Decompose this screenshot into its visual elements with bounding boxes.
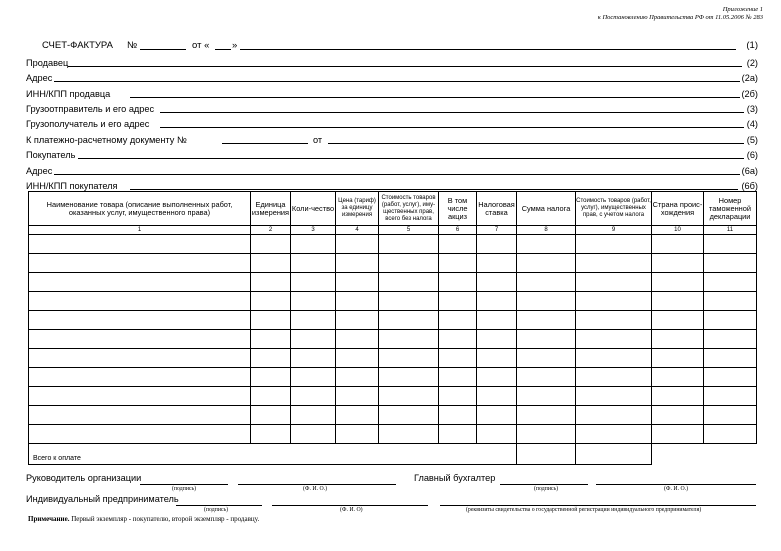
- table-cell[interactable]: [29, 349, 251, 368]
- column-number: 10: [652, 226, 704, 235]
- table-cell[interactable]: [517, 273, 576, 292]
- chief-signature-caption: (подпись): [534, 486, 559, 492]
- table-cell[interactable]: [291, 292, 336, 311]
- table-cell[interactable]: [439, 387, 477, 406]
- field-code: (1): [746, 40, 758, 51]
- table-cell[interactable]: [439, 235, 477, 254]
- table-cell[interactable]: [291, 387, 336, 406]
- table-cell[interactable]: [704, 368, 757, 387]
- field-code: (4): [746, 119, 758, 129]
- table-cell[interactable]: [251, 254, 291, 273]
- chief-signature-line[interactable]: [500, 484, 588, 485]
- chief-accountant-label: Главный бухгалтер: [414, 473, 496, 483]
- field-code: (2): [746, 58, 758, 68]
- entrepreneur-signature-line[interactable]: [176, 505, 262, 506]
- column-header-product: Наименование товара (описание выполненных работ, оказанных услуг, имущественного права): [29, 192, 251, 226]
- column-number: 11: [704, 226, 757, 235]
- table-cell[interactable]: [29, 273, 251, 292]
- table-cell[interactable]: [379, 387, 439, 406]
- column-number: 4: [336, 226, 379, 235]
- table-cell[interactable]: [336, 349, 379, 368]
- seller-input[interactable]: [68, 66, 742, 67]
- table-cell[interactable]: [439, 425, 477, 444]
- table-cell[interactable]: [517, 254, 576, 273]
- table-cell[interactable]: [29, 311, 251, 330]
- column-numbers-row: [29, 226, 757, 235]
- column-number: 5: [379, 226, 439, 235]
- table-cell[interactable]: [291, 273, 336, 292]
- seller-address-field: [26, 72, 758, 84]
- table-cell[interactable]: [336, 368, 379, 387]
- field-code: (2а): [741, 73, 758, 83]
- total-label: Всего к оплате: [29, 444, 517, 465]
- table-cell[interactable]: [576, 406, 652, 425]
- table-cell[interactable]: [517, 368, 576, 387]
- table-cell[interactable]: [652, 406, 704, 425]
- table-row: [29, 330, 757, 349]
- goods-table: [28, 191, 757, 465]
- column-header-unit: Единица измерения: [251, 192, 291, 226]
- column-header-excise: В том числе акциз: [439, 192, 477, 226]
- table-cell[interactable]: [379, 311, 439, 330]
- table-cell[interactable]: [439, 273, 477, 292]
- table-cell[interactable]: [251, 292, 291, 311]
- seller-field: [26, 57, 758, 69]
- table-cell[interactable]: [652, 273, 704, 292]
- table-cell[interactable]: [336, 387, 379, 406]
- table-cell[interactable]: [517, 292, 576, 311]
- total-tax-amount-cell[interactable]: [517, 444, 576, 465]
- table-cell[interactable]: [291, 254, 336, 273]
- seller-inn-field: [26, 88, 758, 100]
- table-cell[interactable]: [29, 406, 251, 425]
- table-cell[interactable]: [652, 368, 704, 387]
- table-cell[interactable]: [379, 425, 439, 444]
- table-cell[interactable]: [517, 425, 576, 444]
- entrepreneur-fio-caption: (Ф. И. О): [340, 507, 363, 513]
- table-cell[interactable]: [379, 368, 439, 387]
- total-row: [29, 444, 757, 465]
- table-cell[interactable]: [439, 330, 477, 349]
- column-header-customs-declaration: Номер таможенной декларации: [704, 192, 757, 226]
- entrepreneur-signature-caption: (подпись): [204, 507, 229, 513]
- column-header-quantity: Коли-чество: [291, 192, 336, 226]
- number-sign: №: [127, 40, 138, 51]
- shipper-input[interactable]: [160, 112, 744, 113]
- table-cell[interactable]: [477, 235, 517, 254]
- table-cell[interactable]: [336, 235, 379, 254]
- column-header-tax-rate: Налоговая ставка: [477, 192, 517, 226]
- table-cell[interactable]: [517, 311, 576, 330]
- column-number: 9: [576, 226, 652, 235]
- buyer-field: [26, 149, 758, 161]
- table-cell[interactable]: [379, 235, 439, 254]
- table-cell[interactable]: [704, 406, 757, 425]
- appendix-line1: Приложение 1: [722, 6, 763, 13]
- footnote-text: Первый экземпляр - покупателю, второй экземпляр - продавцу.: [69, 515, 260, 523]
- table-cell[interactable]: [251, 273, 291, 292]
- head-label: Руководитель организации: [26, 473, 142, 483]
- payment-document-date-input[interactable]: [328, 143, 744, 144]
- consignee-input[interactable]: [160, 127, 744, 128]
- table-cell[interactable]: [576, 425, 652, 444]
- table-cell[interactable]: [29, 235, 251, 254]
- table-cell[interactable]: [439, 254, 477, 273]
- table-cell[interactable]: [251, 406, 291, 425]
- column-header-tax-amount: Сумма налога: [517, 192, 576, 226]
- table-cell[interactable]: [29, 425, 251, 444]
- head-fio-line[interactable]: [238, 484, 396, 485]
- table-cell[interactable]: [439, 368, 477, 387]
- field-code: (6): [746, 150, 758, 160]
- table-cell[interactable]: [477, 387, 517, 406]
- table-row: [29, 254, 757, 273]
- table-cell[interactable]: [517, 349, 576, 368]
- table-cell[interactable]: [517, 235, 576, 254]
- table-cell[interactable]: [291, 406, 336, 425]
- buyer-address-field: [26, 165, 758, 177]
- column-header-cost-without-tax: Стоимость товаров (работ, услуг), иму-щественных прав, всего без налога: [379, 192, 439, 226]
- seller-inn-input[interactable]: [130, 97, 740, 98]
- table-cell[interactable]: [251, 330, 291, 349]
- field-label: Продавец: [26, 58, 69, 68]
- field-code: (6а): [741, 166, 758, 176]
- table-cell[interactable]: [704, 349, 757, 368]
- table-cell[interactable]: [652, 387, 704, 406]
- empty-cell: [652, 444, 757, 465]
- payment-document-field: [26, 134, 758, 146]
- appendix-line2: к Постановлению Правительства РФ от 11.05.2006 № 283: [597, 14, 763, 21]
- table-cell[interactable]: [576, 330, 652, 349]
- table-cell[interactable]: [291, 425, 336, 444]
- chief-fio-caption: (Ф. И. О.): [664, 486, 689, 492]
- table-row: [29, 406, 757, 425]
- table-cell[interactable]: [576, 387, 652, 406]
- table-cell[interactable]: [439, 349, 477, 368]
- table-cell[interactable]: [291, 349, 336, 368]
- table-cell[interactable]: [379, 292, 439, 311]
- table-cell[interactable]: [251, 235, 291, 254]
- field-code: (2б): [741, 89, 758, 99]
- field-label: Адрес: [26, 73, 53, 83]
- table-cell[interactable]: [517, 406, 576, 425]
- invoice-title-row: [42, 40, 758, 52]
- table-cell[interactable]: [576, 311, 652, 330]
- field-code: (3): [746, 104, 758, 114]
- table-cell[interactable]: [576, 368, 652, 387]
- field-code: (5): [746, 135, 758, 145]
- table-cell[interactable]: [652, 425, 704, 444]
- table-cell[interactable]: [336, 330, 379, 349]
- table-cell[interactable]: [29, 254, 251, 273]
- table-row: [29, 349, 757, 368]
- table-cell[interactable]: [336, 273, 379, 292]
- column-header-cost-with-tax: Стоимость товаров (работ, услуг), имущественных прав, с учетом налога: [576, 192, 652, 226]
- table-cell[interactable]: [336, 254, 379, 273]
- table-cell[interactable]: [576, 254, 652, 273]
- column-number: 6: [439, 226, 477, 235]
- table-cell[interactable]: [29, 387, 251, 406]
- table-cell[interactable]: [439, 311, 477, 330]
- entrepreneur-certificate-caption: (реквизиты свидетельства о государственной регистрации индивидуального предпринимателя): [466, 507, 702, 513]
- footnote-title: Примечание.: [28, 515, 70, 523]
- payment-document-from-label: от: [313, 135, 323, 145]
- field-label: К платежно-расчетному документу №: [26, 135, 187, 145]
- table-cell[interactable]: [652, 254, 704, 273]
- table-cell[interactable]: [477, 254, 517, 273]
- table-cell[interactable]: [29, 368, 251, 387]
- table-cell[interactable]: [291, 330, 336, 349]
- table-cell[interactable]: [251, 311, 291, 330]
- table-cell[interactable]: [336, 311, 379, 330]
- table-cell[interactable]: [652, 311, 704, 330]
- table-cell[interactable]: [704, 311, 757, 330]
- field-label: Грузополучатель и его адрес: [26, 119, 150, 129]
- table-row: [29, 311, 757, 330]
- field-label: Грузоотправитель и его адрес: [26, 104, 155, 114]
- column-header-country: Страна проис-хождения: [652, 192, 704, 226]
- date-quote-close: »: [232, 40, 238, 51]
- table-cell[interactable]: [704, 254, 757, 273]
- table-cell[interactable]: [477, 349, 517, 368]
- table-cell[interactable]: [704, 292, 757, 311]
- table-cell[interactable]: [379, 330, 439, 349]
- entrepreneur-certificate-line[interactable]: [440, 505, 756, 506]
- table-cell[interactable]: [336, 406, 379, 425]
- total-cost-with-tax-cell[interactable]: [576, 444, 652, 465]
- head-signature-line[interactable]: [140, 484, 228, 485]
- table-cell[interactable]: [576, 235, 652, 254]
- table-cell[interactable]: [704, 273, 757, 292]
- invoice-day-field[interactable]: [215, 49, 231, 50]
- table-row: [29, 368, 757, 387]
- entrepreneur-fio-line[interactable]: [272, 505, 428, 506]
- table-cell[interactable]: [439, 292, 477, 311]
- table-cell[interactable]: [652, 292, 704, 311]
- table-cell[interactable]: [379, 406, 439, 425]
- seller-address-input[interactable]: [54, 81, 740, 82]
- table-row: [29, 387, 757, 406]
- column-number: 8: [517, 226, 576, 235]
- table-cell[interactable]: [477, 368, 517, 387]
- head-signature-caption: (подпись): [172, 486, 197, 492]
- table-cell[interactable]: [291, 235, 336, 254]
- table-cell[interactable]: [336, 292, 379, 311]
- column-header-price: Цена (тариф) за единицу измерения: [336, 192, 379, 226]
- table-row: [29, 425, 757, 444]
- table-cell[interactable]: [291, 311, 336, 330]
- table-cell[interactable]: [652, 330, 704, 349]
- table-cell[interactable]: [336, 425, 379, 444]
- table-header-row: [29, 192, 757, 226]
- table-cell[interactable]: [251, 425, 291, 444]
- table-cell[interactable]: [477, 406, 517, 425]
- table-cell[interactable]: [379, 349, 439, 368]
- table-cell[interactable]: [576, 273, 652, 292]
- table-cell[interactable]: [704, 235, 757, 254]
- column-number: 7: [477, 226, 517, 235]
- date-from-label: от «: [192, 40, 210, 51]
- chief-fio-line[interactable]: [596, 484, 756, 485]
- table-cell[interactable]: [477, 273, 517, 292]
- table-cell[interactable]: [251, 349, 291, 368]
- table-cell[interactable]: [251, 387, 291, 406]
- table-cell[interactable]: [477, 292, 517, 311]
- table-row: [29, 235, 757, 254]
- table-cell[interactable]: [576, 349, 652, 368]
- consignee-field: [26, 118, 758, 130]
- column-number: 3: [291, 226, 336, 235]
- table-cell[interactable]: [477, 311, 517, 330]
- table-row: [29, 292, 757, 311]
- table-cell[interactable]: [652, 349, 704, 368]
- table-cell[interactable]: [379, 254, 439, 273]
- table-cell[interactable]: [29, 292, 251, 311]
- table-cell[interactable]: [704, 330, 757, 349]
- footnote: [28, 515, 259, 523]
- table-cell[interactable]: [652, 235, 704, 254]
- table-cell[interactable]: [517, 330, 576, 349]
- head-fio-caption: (Ф. И. О.): [303, 486, 328, 492]
- entrepreneur-label: Индивидуальный предприниматель: [26, 494, 179, 504]
- table-cell[interactable]: [439, 406, 477, 425]
- buyer-inn-input[interactable]: [130, 189, 738, 190]
- column-number: 1: [29, 226, 251, 235]
- appendix-reference: [598, 6, 763, 22]
- buyer-input[interactable]: [78, 158, 744, 159]
- table-cell[interactable]: [477, 425, 517, 444]
- payment-document-number-input[interactable]: [222, 143, 308, 144]
- field-label: ИНН/КПП продавца: [26, 89, 111, 99]
- table-cell[interactable]: [251, 368, 291, 387]
- table-cell[interactable]: [517, 387, 576, 406]
- invoice-date-field[interactable]: [240, 49, 736, 50]
- buyer-address-input[interactable]: [54, 174, 740, 175]
- table-cell[interactable]: [379, 273, 439, 292]
- table-cell[interactable]: [576, 292, 652, 311]
- table-cell[interactable]: [704, 387, 757, 406]
- table-row: [29, 273, 757, 292]
- shipper-field: [26, 103, 758, 115]
- field-label: Покупатель: [26, 150, 76, 160]
- table-cell[interactable]: [704, 425, 757, 444]
- invoice-title: СЧЕТ-ФАКТУРА: [42, 40, 113, 51]
- table-cell[interactable]: [29, 330, 251, 349]
- table-cell[interactable]: [291, 368, 336, 387]
- field-code: (6б): [741, 181, 758, 191]
- column-number: 2: [251, 226, 291, 235]
- field-label: Адрес: [26, 166, 53, 176]
- field-label: ИНН/КПП покупателя: [26, 181, 118, 191]
- invoice-number-field[interactable]: [140, 49, 186, 50]
- table-cell[interactable]: [477, 330, 517, 349]
